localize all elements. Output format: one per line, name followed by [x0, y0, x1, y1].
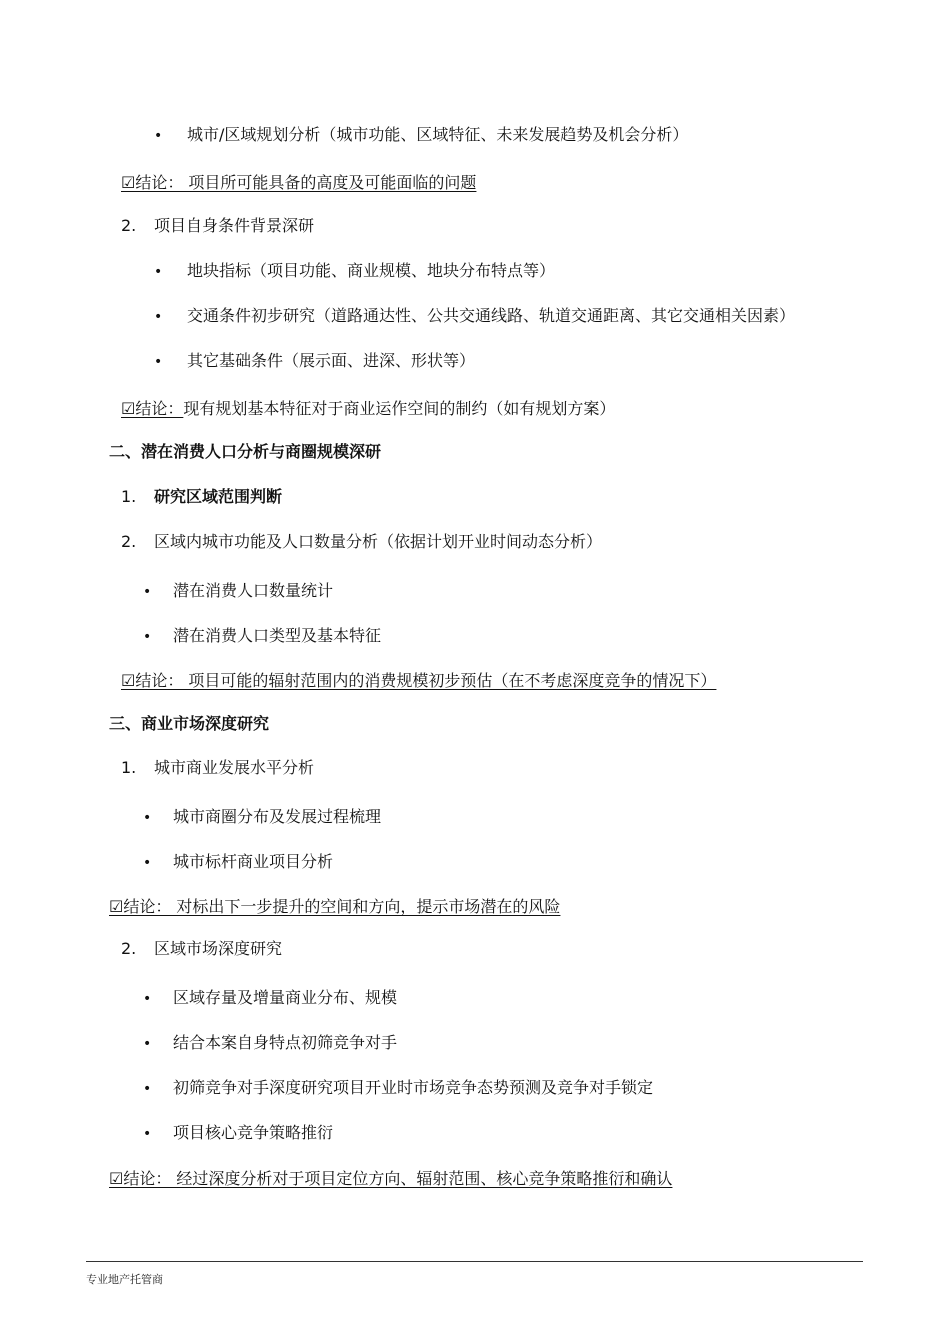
bullet-dot: •: [154, 309, 163, 325]
bullet-item: 潜在消费人口数量统计: [173, 581, 334, 600]
numbered-item: 研究区域范围判断: [154, 487, 283, 506]
bullet-item: 地块指标（项目功能、商业规模、地块分布特点等）: [187, 261, 556, 280]
bullet-item: 其它基础条件（展示面、进深、形状等）: [187, 351, 476, 370]
bullet-item: 城市商圈分布及发展过程梳理: [173, 807, 382, 826]
bullet-dot: •: [143, 991, 152, 1007]
footer-divider: [86, 1261, 863, 1262]
bullet-dot: •: [143, 629, 152, 645]
bullet-item: 区域存量及增量商业分布、规模: [173, 988, 398, 1007]
numbered-item: 城市商业发展水平分析: [154, 758, 315, 777]
bullet-item: 城市标杆商业项目分析: [173, 852, 334, 871]
footer-text: 专业地产托管商: [86, 1273, 163, 1286]
bullet-dot: •: [143, 810, 152, 826]
list-number: 2.: [121, 532, 137, 551]
list-number: 2.: [121, 939, 137, 958]
list-number: 1.: [121, 758, 137, 777]
conclusion-line: ☑结论： 项目可能的辐射范围内的消费规模初步预估（在不考虑深度竞争的情况下）: [121, 671, 717, 690]
section-heading: 三、商业市场深度研究: [109, 714, 270, 733]
conclusion-prefix: ☑结论：: [121, 399, 184, 418]
bullet-dot: •: [143, 1126, 152, 1142]
bullet-dot: •: [143, 584, 152, 600]
bullet-item: 项目核心竞争策略推衍: [173, 1123, 334, 1142]
bullet-item: 结合本案自身特点初筛竞争对手: [173, 1033, 398, 1052]
conclusion-line: [121, 398, 615, 420]
bullet-dot: •: [154, 128, 163, 144]
conclusion-line: ☑结论： 项目所可能具备的高度及可能面临的问题: [121, 173, 477, 192]
section-heading: 二、潜在消费人口分析与商圈规模深研: [109, 442, 382, 461]
numbered-item: 区域市场深度研究: [154, 939, 283, 958]
numbered-item: 项目自身条件背景深研: [154, 216, 315, 235]
bullet-item: 初筛竞争对手深度研究项目开业时市场竞争态势预测及竞争对手锁定: [173, 1078, 654, 1097]
bullet-item: 交通条件初步研究（道路通达性、公共交通线路、轨道交通距离、其它交通相关因素）: [187, 306, 796, 325]
bullet-dot: •: [154, 354, 163, 370]
bullet-dot: •: [154, 264, 163, 280]
bullet-item: 潜在消费人口类型及基本特征: [173, 626, 382, 645]
bullet-dot: •: [143, 1081, 152, 1097]
list-number: 1.: [121, 487, 137, 506]
numbered-item: 区域内城市功能及人口数量分析（依据计划开业时间动态分析）: [154, 532, 603, 551]
bullet-item: 城市/区域规划分析（城市功能、区域特征、未来发展趋势及机会分析）: [187, 125, 689, 144]
list-number: 2.: [121, 216, 137, 235]
bullet-dot: •: [143, 1036, 152, 1052]
conclusion-line: ☑结论： 对标出下一步提升的空间和方向，提示市场潜在的风险: [109, 897, 561, 916]
bullet-dot: •: [143, 855, 152, 871]
conclusion-line: ☑结论： 经过深度分析对于项目定位方向、辐射范围、核心竞争策略推衍和确认: [109, 1169, 673, 1188]
conclusion-text: 现有规划基本特征对于商业运作空间的制约（如有规划方案）: [183, 399, 616, 418]
